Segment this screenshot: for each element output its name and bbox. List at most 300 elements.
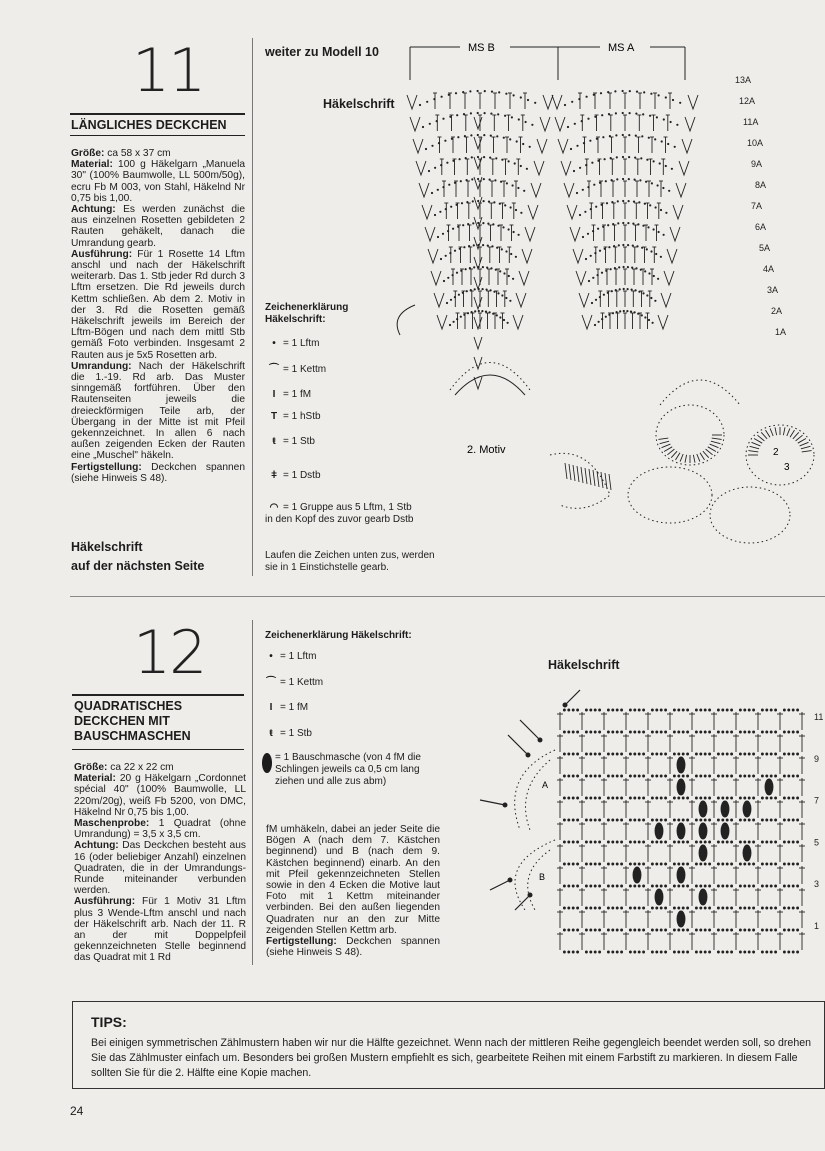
chain-stitch-mark [649, 115, 651, 117]
chain-stitch-mark [722, 753, 724, 755]
chain-stitch-mark [629, 819, 631, 821]
chain-stitch-mark [643, 709, 645, 711]
chain-stitch-mark [623, 288, 625, 290]
chain-stitch-mark [507, 322, 509, 324]
chain-stitch-mark [704, 819, 706, 821]
motif-stitch-mark [748, 451, 758, 452]
v-stitch-mark [474, 317, 482, 329]
chain-stitch-mark [704, 775, 706, 777]
chain-stitch-mark [643, 819, 645, 821]
chain-stitch-mark [489, 157, 491, 159]
chain-stitch-mark [709, 775, 711, 777]
chain-stitch-mark [463, 314, 465, 316]
chain-stitch-mark [704, 885, 706, 887]
label-groesse: Größe: [71, 148, 105, 159]
chain-stitch-mark [783, 753, 785, 755]
chain-stitch-mark [792, 775, 794, 777]
chain-stitch-mark [753, 885, 755, 887]
tips-box [72, 1001, 825, 1089]
chain-stitch-mark [656, 775, 658, 777]
chain-stitch-mark [717, 753, 719, 755]
chain-stitch-mark [687, 951, 689, 953]
v-stitch-mark [416, 161, 426, 175]
chain-stitch-mark [501, 248, 503, 250]
chain-stitch-mark [770, 951, 772, 953]
chain-stitch-mark [674, 146, 676, 148]
chain-stitch-mark [618, 266, 620, 268]
chain-stitch-mark [572, 929, 574, 931]
v-stitch-mark [410, 117, 420, 131]
chain-stitch-mark [505, 250, 507, 252]
chain-stitch-mark [484, 112, 486, 114]
chain-stitch-mark [635, 113, 637, 115]
chain-stitch-mark [739, 797, 741, 799]
chain-stitch-mark [660, 753, 662, 755]
chain-stitch-mark [597, 160, 599, 162]
motif-stitch-mark [685, 455, 687, 463]
chain-stitch-mark [717, 819, 719, 821]
chain-stitch-mark [783, 775, 785, 777]
chain-stitch-mark [648, 319, 650, 321]
chain-stitch-mark [770, 929, 772, 931]
chain-stitch-mark [627, 288, 629, 290]
chain-stitch-mark [463, 246, 465, 248]
row-label: 10A [747, 138, 764, 148]
chain-stitch-mark [616, 156, 618, 158]
chain-stitch-mark [744, 709, 746, 711]
chain-stitch-mark [695, 797, 697, 799]
motif-stitch-mark [581, 467, 583, 483]
chain-stitch-mark [748, 841, 750, 843]
chain-stitch-mark [788, 797, 790, 799]
chain-stitch-mark [617, 200, 619, 202]
model-title-12-line1: QUADRATISCHES [74, 699, 183, 713]
chain-stitch-mark [512, 278, 514, 280]
chain-stitch-mark [638, 885, 640, 887]
chain-stitch-mark [621, 907, 623, 909]
chain-stitch-mark [678, 731, 680, 733]
chain-stitch-mark [709, 731, 711, 733]
chain-stitch-mark [678, 753, 680, 755]
chain-stitch-mark [783, 863, 785, 865]
chain-stitch-mark [618, 244, 620, 246]
chain-stitch-mark [717, 709, 719, 711]
legend-item-bauschmasche: = 1 Bauschmasche (von 4 fM die Schlingen jeweils ca 0,5 cm lang ziehen und alle zus abm) [262, 752, 447, 788]
chain-stitch-mark [478, 288, 480, 290]
chain-stitch-mark [563, 951, 565, 953]
chain-stitch-mark [717, 841, 719, 843]
chain-stitch-mark [704, 863, 706, 865]
chain-stitch-mark [471, 178, 473, 180]
chain-stitch-mark [622, 222, 624, 224]
chain-stitch-mark [665, 929, 667, 931]
chain-stitch-mark [748, 951, 750, 953]
chain-stitch-mark [788, 885, 790, 887]
chain-stitch-mark [678, 863, 680, 865]
chain-stitch-mark [739, 863, 741, 865]
chain-stitch-mark [510, 206, 512, 208]
chain-stitch-mark [577, 841, 579, 843]
chain-stitch-mark [731, 731, 733, 733]
chain-stitch-mark [434, 167, 436, 169]
chain-stitch-mark [589, 140, 591, 142]
chain-stitch-mark [788, 951, 790, 953]
chain-stitch-mark [488, 201, 490, 203]
chain-stitch-mark [438, 142, 440, 144]
chain-stitch-mark [489, 179, 491, 181]
chain-stitch-mark [622, 134, 624, 136]
chain-stitch-mark [673, 863, 675, 865]
chain-stitch-mark [744, 775, 746, 777]
chain-stitch-mark [515, 256, 517, 258]
chain-stitch-mark [456, 318, 458, 320]
motif-stitch-mark [796, 435, 803, 441]
chain-stitch-mark [704, 841, 706, 843]
chain-stitch-mark [622, 178, 624, 180]
legend-item-dstb: ǂ = 1 Dstb [265, 470, 321, 482]
v-stitch-mark [528, 205, 538, 219]
chain-stitch-mark [797, 797, 799, 799]
chain-stitch-mark [572, 885, 574, 887]
chain-stitch-mark [700, 819, 702, 821]
chain-stitch-mark [717, 775, 719, 777]
chain-stitch-mark [612, 951, 614, 953]
text-groesse: ca 58 x 37 cm [107, 148, 171, 159]
chain-stitch-mark [499, 316, 501, 318]
chain-stitch-mark [766, 775, 768, 777]
chain-stitch-mark [660, 731, 662, 733]
chain-stitch-mark [654, 138, 656, 140]
motif-stitch-mark [800, 442, 809, 446]
model-12-instructions-cont [266, 824, 440, 958]
chain-stitch-mark [471, 311, 473, 313]
chain-stitch-mark [709, 797, 711, 799]
chain-stitch-mark [428, 170, 430, 172]
chain-stitch-mark [792, 907, 794, 909]
chain-stitch-mark [704, 753, 706, 755]
v-stitch-mark [576, 271, 586, 285]
chain-stitch-mark [590, 775, 592, 777]
chain-stitch-mark [612, 819, 614, 821]
chain-stitch-mark [621, 775, 623, 777]
bobble-stitch-mark [677, 823, 685, 839]
chain-stitch-mark [529, 146, 531, 148]
chain-stitch-mark [748, 907, 750, 909]
chain-stitch-mark [660, 819, 662, 821]
chain-stitch-mark [788, 819, 790, 821]
chain-stitch-mark [634, 709, 636, 711]
chain-stitch-mark [695, 929, 697, 931]
chain-stitch-mark [634, 907, 636, 909]
chain-stitch-mark [643, 753, 645, 755]
chain-stitch-mark [563, 775, 565, 777]
chain-stitch-mark [634, 797, 636, 799]
chain-stitch-mark [792, 709, 794, 711]
chain-stitch-mark [610, 268, 612, 270]
chain-stitch-mark [658, 231, 660, 233]
bobble-stitch-mark [699, 889, 707, 905]
chain-stitch-mark [634, 157, 636, 159]
chain-stitch-mark [731, 819, 733, 821]
chain-stitch-mark [616, 311, 618, 313]
chain-stitch-mark [593, 184, 595, 186]
chain-stitch-mark [663, 234, 665, 236]
treble-icon: ŧ [269, 728, 273, 739]
chain-stitch-mark [597, 274, 599, 276]
chain-stitch-mark [726, 841, 728, 843]
chain-stitch-mark [602, 136, 604, 138]
chain-stitch-mark [673, 885, 675, 887]
motif-stitch-mark [761, 432, 767, 439]
chain-stitch-mark [731, 929, 733, 931]
chain-stitch-mark [607, 929, 609, 931]
chain-stitch-mark [739, 775, 741, 777]
chain-stitch-mark [612, 753, 614, 755]
chain-stitch-mark [717, 731, 719, 733]
chain-stitch-mark [459, 248, 461, 250]
chain-stitch-mark [452, 274, 454, 276]
chain-stitch-mark [748, 819, 750, 821]
arrow-head [528, 893, 532, 897]
chain-stitch-mark [563, 709, 565, 711]
chain-stitch-mark [770, 819, 772, 821]
chain-stitch-mark [700, 731, 702, 733]
chain-stitch-mark [477, 90, 479, 92]
chain-stitch-mark [446, 302, 448, 304]
chain-stitch-mark [629, 731, 631, 733]
chain-stitch-mark [673, 797, 675, 799]
arc-icon: ⌒ [269, 364, 279, 375]
chain-stitch-mark [568, 775, 570, 777]
chain-stitch-mark [717, 885, 719, 887]
chain-stitch-mark [653, 275, 655, 277]
chain-stitch-mark [616, 841, 618, 843]
chain-stitch-mark [651, 907, 653, 909]
chain-stitch-mark [704, 929, 706, 931]
chain-stitch-mark [605, 180, 607, 182]
chain-stitch-mark [665, 841, 667, 843]
chain-stitch-mark [731, 709, 733, 711]
chain-stitch-mark [585, 797, 587, 799]
chain-stitch-mark [797, 709, 799, 711]
chain-stitch-mark [508, 160, 510, 162]
bobble-icon [262, 753, 272, 773]
chain-stitch-mark [494, 179, 496, 181]
chain-stitch-mark [783, 731, 785, 733]
chain-stitch-mark [731, 951, 733, 953]
chain-stitch-mark [477, 134, 479, 136]
ms-b-label: MS B [468, 42, 495, 54]
chain-stitch-mark [783, 841, 785, 843]
v-stitch-mark [676, 183, 686, 197]
v-stitch-mark [474, 297, 482, 309]
chain-stitch-mark [604, 158, 606, 160]
chain-stitch-mark [753, 929, 755, 931]
row-label: 2A [771, 306, 783, 316]
chain-stitch-mark [520, 212, 522, 214]
chain-stitch-mark [622, 244, 624, 246]
arrow-mark [515, 895, 530, 910]
text-ausfuehrung: Für 1 Rosette 14 Lftm anschl und nach der Häkelschrift weiterarb. Das 1. Stb jeder Rd durch 3 Lftm ersetzen. Die Rd jeweils durch Kettm schließen. Ab dem 2. Motiv in der 3. Rd die Rosetten gemäß Häkelschrift jeweils im Bereich der Lftm-Bögen und nach dem mittl Stb gemäß Foto verbinden. Insgesamt 2 Rauten aus je 5x5 Rosetten arb. [71, 248, 245, 361]
label-a: A [542, 780, 549, 790]
label-fertigstellung: Fertigstellung: [71, 461, 142, 473]
row-label: 8A [755, 180, 767, 190]
chain-stitch-mark [682, 731, 684, 733]
chain-stitch-mark [577, 753, 579, 755]
chain-stitch-mark [473, 244, 475, 246]
chain-stitch-mark [607, 863, 609, 865]
chain-stitch-mark [599, 819, 601, 821]
chain-stitch-mark [653, 228, 655, 230]
chain-stitch-mark [660, 863, 662, 865]
chain-stitch-mark [616, 797, 618, 799]
chain-stitch-mark [682, 709, 684, 711]
chain-stitch-mark [617, 222, 619, 224]
chain-stitch-mark [643, 885, 645, 887]
chain-stitch-mark [775, 841, 777, 843]
chain-stitch-mark [611, 201, 613, 203]
chain-stitch-mark [739, 907, 741, 909]
chain-stitch-mark [563, 863, 565, 865]
chain-stitch-mark [656, 841, 658, 843]
chain-stitch-mark [616, 178, 618, 180]
arrow-head [503, 803, 507, 807]
v-stitch-mark [570, 227, 580, 241]
chain-stitch-mark [568, 885, 570, 887]
legend-item-kettm: ⌒ = 1 Kettm [265, 364, 326, 376]
chain-stitch-mark [667, 143, 669, 145]
text-groesse: ca 22 x 22 cm [110, 762, 174, 773]
chain-stitch-mark [634, 841, 636, 843]
chain-stitch-mark [497, 113, 499, 115]
chain-stitch-mark [640, 157, 642, 159]
chain-stitch-mark [608, 113, 610, 115]
motif-stitch-mark [710, 444, 719, 448]
bobble-stitch-mark [655, 889, 663, 905]
chain-stitch-mark [502, 226, 504, 228]
chain-stitch-mark [496, 135, 498, 137]
legend-item-lftm-12: • = 1 Lftm [262, 651, 316, 663]
chain-stitch-mark [731, 907, 733, 909]
chain-stitch-mark [599, 250, 601, 252]
chain-stitch-mark [448, 94, 450, 96]
chain-stitch-mark [635, 289, 637, 291]
bobble-stitch-mark [655, 823, 663, 839]
chain-stitch-mark [695, 731, 697, 733]
chain-stitch-mark [472, 200, 474, 202]
chain-stitch-mark [638, 797, 640, 799]
chain-stitch-mark [700, 885, 702, 887]
chain-stitch-mark [515, 209, 517, 211]
chain-stitch-mark [499, 270, 501, 272]
row-label: 4A [763, 264, 775, 274]
chain-stitch-mark [744, 753, 746, 755]
chain-stitch-mark [598, 321, 600, 323]
chain-stitch-mark [682, 951, 684, 953]
chain-stitch-mark [460, 180, 462, 182]
row-label: 12A [739, 96, 756, 106]
chain-stitch-mark [459, 158, 461, 160]
chain-stitch-mark [642, 292, 644, 294]
chain-stitch-mark [650, 93, 652, 95]
chain-stitch-mark [594, 951, 596, 953]
chain-stitch-mark [753, 841, 755, 843]
page-number: 24 [70, 1104, 84, 1118]
motif-stitch-mark [798, 439, 806, 444]
motif-stitch-mark [697, 454, 700, 462]
chain-stitch-mark [709, 841, 711, 843]
chain-stitch-mark [658, 94, 660, 96]
chain-stitch-mark [585, 709, 587, 711]
chain-stitch-mark [636, 245, 638, 247]
chain-stitch-mark [687, 819, 689, 821]
chain-stitch-mark [484, 90, 486, 92]
chain-stitch-mark [595, 299, 597, 301]
chain-stitch-mark [695, 775, 697, 777]
chain-stitch-mark [585, 951, 587, 953]
chain-stitch-mark [700, 951, 702, 953]
chain-stitch-mark [731, 885, 733, 887]
legend-title-11: Zeichenerklärung Häkelschrift: [265, 302, 349, 325]
chain-stitch-mark [469, 267, 471, 269]
chain-stitch-mark [695, 907, 697, 909]
motif-stitch-mark [680, 454, 683, 462]
chain-stitch-mark [739, 929, 741, 931]
text-fertigstellung: Deckchen spannen (siehe Hinweis S 48). [266, 936, 440, 959]
bobble-stitch-mark [677, 757, 685, 773]
chain-stitch-mark [643, 841, 645, 843]
chain-stitch-mark [485, 311, 487, 313]
chain-stitch-mark [492, 223, 494, 225]
motif-stitch-mark [593, 470, 595, 486]
chain-stitch-mark [695, 863, 697, 865]
chain-stitch-mark [726, 709, 728, 711]
chain-stitch-mark [568, 929, 570, 931]
chain-stitch-mark [447, 277, 449, 279]
chain-stitch-mark [463, 113, 465, 115]
chain-stitch-mark [628, 156, 630, 158]
chain-stitch-mark [601, 204, 603, 206]
v-stitch-mark [688, 95, 698, 109]
chain-stitch-mark [770, 863, 772, 865]
chain-stitch-mark [477, 222, 479, 224]
chain-stitch-mark [594, 929, 596, 931]
chain-stitch-mark [607, 907, 609, 909]
bar-icon: I [269, 702, 273, 713]
chain-stitch-mark [587, 233, 589, 235]
chain-stitch-mark [665, 709, 667, 711]
chain-stitch-mark [748, 753, 750, 755]
chain-stitch-mark [483, 178, 485, 180]
chain-stitch-mark [626, 310, 628, 312]
v-stitch-mark [670, 227, 680, 241]
motif-stitch-mark [706, 449, 713, 455]
row-number: 11 [814, 712, 824, 722]
chain-stitch-mark [607, 841, 609, 843]
chain-stitch-mark [634, 929, 636, 931]
chain-stitch-mark [431, 145, 433, 147]
row-label: 5A [759, 243, 771, 253]
chain-stitch-mark [695, 709, 697, 711]
arrow-head [508, 878, 512, 882]
chain-stitch-mark [761, 863, 763, 865]
chain-stitch-mark [465, 157, 467, 159]
chain-stitch-mark [599, 907, 601, 909]
chain-stitch-mark [783, 885, 785, 887]
motif-stitch-mark [676, 453, 681, 460]
chain-stitch-mark [474, 310, 476, 312]
chain-stitch-mark [594, 775, 596, 777]
